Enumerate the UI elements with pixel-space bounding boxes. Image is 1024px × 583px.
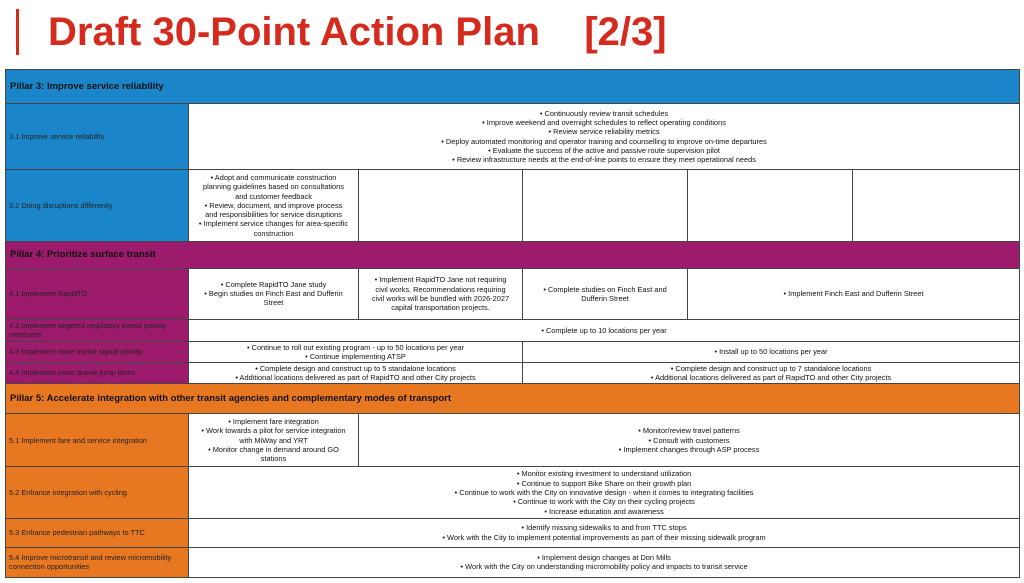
action-line: • Work with the City to implement potential improvements as part of their missing sidewalk program <box>442 532 766 542</box>
action-line: • Review, document, and improve process <box>204 200 343 210</box>
row-label-4-3: 4.3 Implement more transit signal priority <box>6 342 189 363</box>
action-line: • Implement design changes at Don Mills <box>537 553 671 563</box>
row-5-1-left <box>189 414 359 467</box>
action-line: • Review service reliability metrics <box>548 127 660 137</box>
row-3-1-actions <box>189 104 1020 170</box>
action-line: • Complete design and construct up to 7 standalone locations <box>670 363 872 373</box>
row-label-4-1: 4.1 Implement RapidTO <box>6 268 189 319</box>
action-line: civil works will be bundled with 2026-2027 <box>371 293 510 303</box>
action-line: with MiWay and YRT <box>239 435 308 445</box>
action-line: • Complete up to 10 locations per year <box>541 325 667 335</box>
action-line: • Complete RapidTO Jane study <box>220 279 327 289</box>
row-label-4-4: 4.4 Implement more queue jump lanes <box>6 363 189 384</box>
row-4-1-phase-1 <box>189 268 359 319</box>
row-label-5-1: 5.1 Implement fare and service integration <box>6 414 189 467</box>
action-line: • Implement changes through ASP process <box>618 445 760 455</box>
table-row <box>6 268 1020 319</box>
action-line: • Continue implementing ATSP <box>305 352 406 362</box>
action-line: and customer feedback <box>235 191 312 201</box>
action-line: capital transportation projects. <box>391 303 490 313</box>
empty-cell <box>853 170 1020 241</box>
action-line: • Implement Finch East and Dufferin Street <box>783 289 924 299</box>
action-line: • Begin studies on Finch East and Dufferin <box>204 289 343 299</box>
action-line: • Identify missing sidewalks to and from TTC stops <box>521 523 687 533</box>
action-line: • Continue to work with the City on innovative design - when it comes to integrating facilities <box>454 487 754 497</box>
action-line: construction <box>253 228 294 238</box>
row-5-1-right <box>359 414 1020 467</box>
action-line: • Implement service changes for area-specific <box>198 219 349 229</box>
action-line: • Work with the City on understanding micromobility policy and impacts to transit service <box>460 562 748 572</box>
pillar-4-title: Pillar 4: Prioritize surface transit <box>6 241 1020 268</box>
action-line: • Review infrastructure needs at the end-of-line points to ensure they meet operational needs <box>452 155 756 165</box>
pillar-5-title: Pillar 5: Accelerate integration with other transit agencies and complementary modes of transport <box>6 384 1020 414</box>
row-5-3-actions <box>189 518 1020 547</box>
pillar-5-header <box>6 384 1020 414</box>
action-line: Street <box>263 298 284 308</box>
action-line: • Deploy automated monitoring and operator training and counselling to improve on-time departures <box>441 136 767 146</box>
row-label-4-2: 4.2 Implement targeted regulatory transit priority measures <box>6 319 189 341</box>
table-row <box>6 467 1020 518</box>
action-line: • Increase education and awareness <box>544 506 664 516</box>
action-line: • Continue to work with the City on their cycling projects <box>513 497 695 507</box>
action-line: • Implement RapidTO Jane not requiring <box>374 275 507 285</box>
action-line: • Continue to roll out existing program - up to 50 locations per year <box>246 342 465 352</box>
action-line: • Evaluate the success of the active and passive route supervision pilot <box>488 146 720 156</box>
row-5-2-actions <box>189 467 1020 518</box>
action-line: stations <box>260 454 287 464</box>
row-4-1-phase-3 <box>523 268 688 319</box>
table-row <box>6 414 1020 467</box>
action-line: • Adopt and communicate construction <box>210 172 337 182</box>
action-line: • Continue to support Bike Share on their growth plan <box>516 478 692 488</box>
action-line: • Complete design and construct up to 5 standalone locations <box>255 363 456 373</box>
action-line: • Implement fare integration <box>228 417 319 427</box>
row-label-3-1: 3.1 Improve service reliability <box>6 104 189 170</box>
action-line: • Complete studies on Finch East and <box>543 284 667 294</box>
action-plan-table <box>5 69 1020 578</box>
action-line: • Monitor existing investment to understand utilization <box>516 469 692 479</box>
empty-cell <box>688 170 853 241</box>
table-row <box>6 170 1020 241</box>
action-line: • Work towards a pilot for service integration <box>201 426 346 436</box>
row-label-5-3: 5.3 Enhance pedestrian pathways to TTC <box>6 518 189 547</box>
action-line: • Monitor/review travel patterns <box>638 426 740 436</box>
action-line: planning guidelines based on consultations <box>203 182 344 192</box>
table-row <box>6 518 1020 547</box>
table-row <box>6 319 1020 341</box>
empty-cell <box>359 170 523 241</box>
table-row <box>6 363 1020 384</box>
row-5-4-actions <box>189 547 1020 577</box>
row-4-2-actions <box>189 319 1020 341</box>
row-4-3-left <box>189 342 523 363</box>
pillar-3-header <box>6 70 1020 104</box>
action-line: civil works. Recommendations requiring <box>375 284 506 294</box>
row-3-2-actions <box>189 170 359 241</box>
table-row <box>6 547 1020 577</box>
pillar-4-header <box>6 241 1020 268</box>
row-4-3-right <box>523 342 1020 363</box>
row-label-5-2: 5.2 Enhance integration with cycling <box>6 467 189 518</box>
action-line: • Additional locations delivered as part of RapidTO and other City projects <box>650 373 892 383</box>
empty-cell <box>523 170 688 241</box>
action-line: • Additional locations delivered as part of RapidTO and other City projects <box>235 373 476 383</box>
slide-title: Draft 30-Point Action Plan [2/3] <box>48 10 667 54</box>
row-4-4-right <box>523 363 1020 384</box>
row-label-3-2: 3.2 Doing disruptions differently <box>6 170 189 241</box>
action-line: and responsibilities for service disruptions <box>205 210 342 220</box>
action-line: • Install up to 50 locations per year <box>714 347 828 357</box>
action-line: • Consult with customers <box>648 435 730 445</box>
action-line: Dufferin Street <box>581 293 629 303</box>
row-4-1-phase-2 <box>359 268 523 319</box>
title-accent-bar <box>16 9 19 55</box>
action-line: • Monitor change in demand around GO <box>208 445 339 455</box>
row-4-4-left <box>189 363 523 384</box>
action-line: • Improve weekend and overnight schedules to reflect operating conditions <box>482 118 726 128</box>
pillar-3-title: Pillar 3: Improve service reliability <box>6 70 1020 104</box>
row-label-5-4: 5.4 Improve microtransit and review micromobility connection opportunities <box>6 547 189 577</box>
table-row <box>6 342 1020 363</box>
action-line: • Continuously review transit schedules <box>539 108 669 118</box>
row-4-1-phase-4 <box>688 268 1020 319</box>
table-row <box>6 104 1020 170</box>
